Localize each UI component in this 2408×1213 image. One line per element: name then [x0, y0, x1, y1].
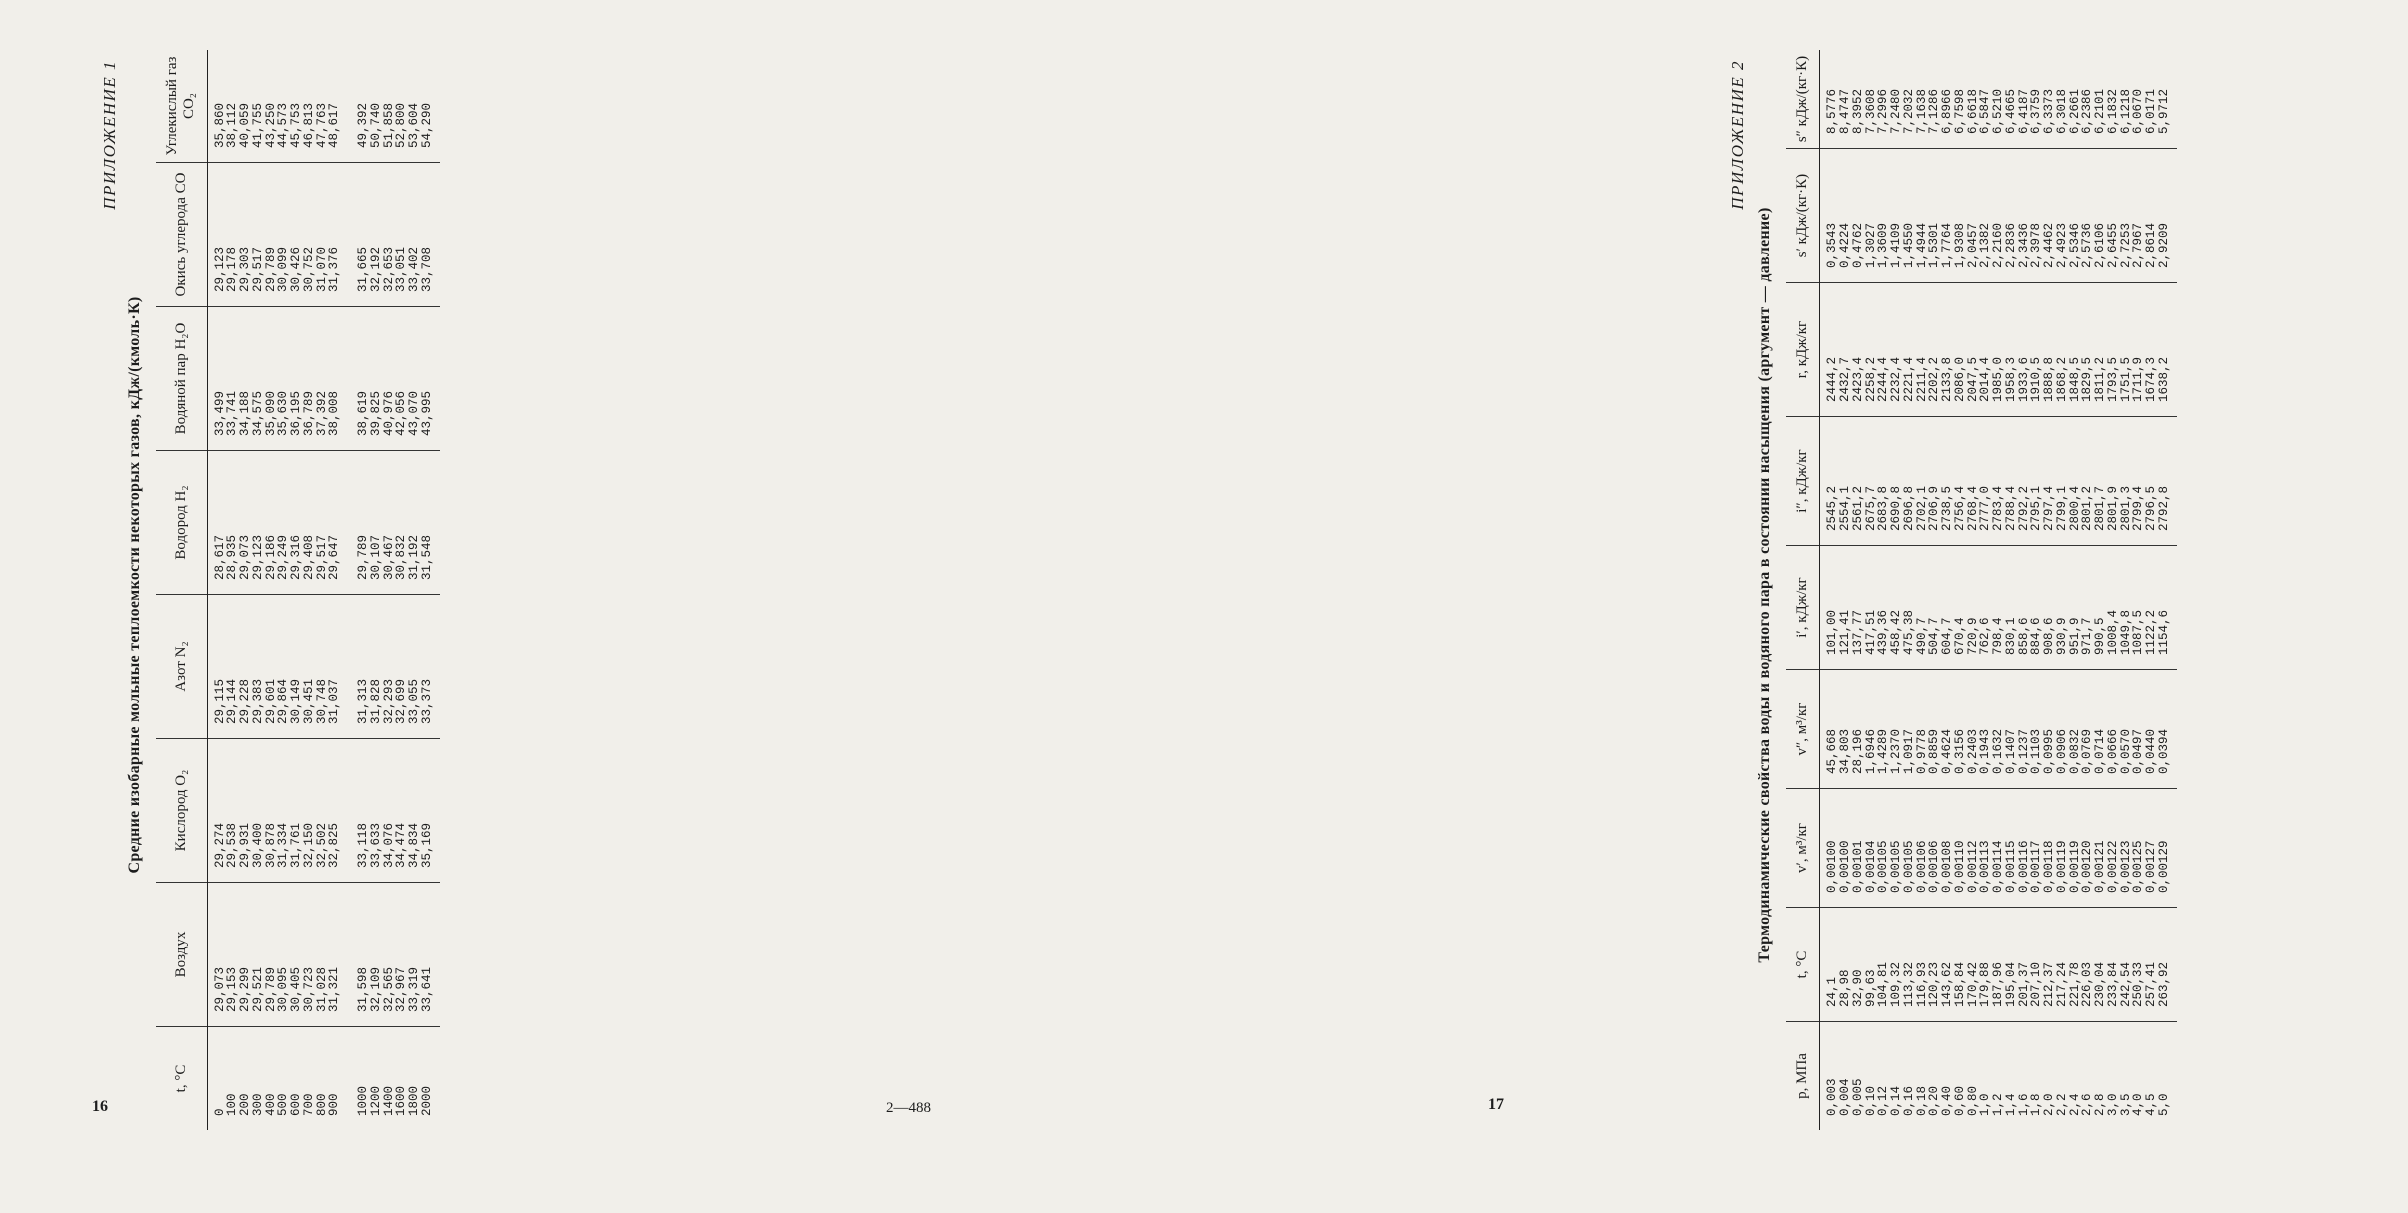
col-hydrogen: Водород H₂	[156, 451, 207, 595]
col-air: Воздух	[156, 883, 207, 1027]
col-v-vapor: v″, м³/кг	[1786, 670, 1820, 789]
page-number-right: 17	[1488, 1096, 1504, 1113]
cells-p: 0,003 0,004 0,005 0,10 0,12 0,14 0,16 0,18 0,20 0,40 0,60 0,80 1,0 1,2 1,4 1,6 1,8 2,0 2,2 2,4 2,6 2,8 3,0 3,5 4,0 4,5 5,0	[1825, 1078, 2171, 1116]
cells-h2o-2: 38,619 39,825 40,976 42,056 43,070 43,995	[347, 307, 440, 451]
cells-v1: 0,00100 0,00100 0,00101 0,00104 0,00105 0,00105 0,00105 0,00106 0,00106 0,00108 0,00110 0,00112 0,00113 0,00114 0,00115 0,00116 0,00117 0,00118 0,00119 0,00119 0,00120 0,00121 0,00122 0,00123 0,00125 0,00127 0,00129	[1820, 789, 2177, 908]
left-page	[0, 0, 808, 1213]
cells-t-2: 1000 1200 1400 1600 1800 2000	[356, 1085, 434, 1116]
col-carbon-monoxide: Окись углерода CO	[156, 163, 207, 307]
col-water-vapor: Водяной пар H₂O	[156, 307, 207, 451]
cells-i2: 2545,2 2554,1 2561,2 2675,7 2683,8 2690,8 2696,8 2702,1 2706,9 2738,5 2756,4 2768,4 2777,0 2783,4 2788,4 2792,2 2795,1 2797,4 2799,1 2800,4 2801,2 2801,7 2801,9 2801,3 2799,4 2796,5 2792,8	[1820, 417, 2177, 546]
appendix-2-label: ПРИЛОЖЕНИЕ 2	[1728, 60, 1747, 210]
cells-s1: 0,3543 0,4224 0,4762 1,3027 1,3609 1,4109 1,4550 1,4944 1,5301 1,7764 1,9308 2,0457 2,1382 2,2160 2,2836 2,3436 2,3978 2,4462 2,4923 2,5346 2,5736 2,6106 2,6455 2,7253 2,7967 2,8614 2,9209	[1820, 149, 2177, 283]
col-carbon-dioxide: Углекислый газ CO₂	[156, 50, 207, 163]
cells-t-1: 0 100 200 300 400 500 600 700 800 900	[212, 1093, 342, 1116]
table-1-caption: Средние изобарные мольные теплоемкости некоторых газов, кДж/(кмоль·К)	[126, 296, 143, 874]
print-signature: 2—488	[886, 1100, 931, 1116]
col-temperature: t, °C	[156, 1027, 207, 1131]
cells-r: 2444,2 2432,7 2423,4 2258,2 2244,4 2232,4 2221,4 2211,4 2202,2 2133,8 2086,0 2047,5 2014,4 1985,0 1958,3 1933,6 1910,5 1888,8 1868,2 1848,5 1829,5 1811,2 1793,5 1751,5 1711,9 1674,3 1638,2	[1820, 283, 2177, 417]
table-row-group-1	[207, 50, 347, 1130]
col-oxygen: Кислород O₂	[156, 739, 207, 883]
cells-air-1: 29,073 29,153 29,299 29,521 29,789 30,095 30,405 30,723 31,028 31,321	[207, 883, 347, 1027]
table-2-caption: Термодинамические свойства воды и водяного пара в состоянии насыщения (аргумент — давление)	[1756, 207, 1773, 963]
cells-co2-2: 49,392 50,740 51,858 52,800 53,604 54,290	[347, 50, 440, 163]
cells-co-1: 29,123 29,178 29,303 29,517 29,789 30,099 30,426 30,752 31,070 31,376	[207, 163, 347, 307]
cells-n2-2: 31,313 31,828 32,293 32,699 33,055 33,373	[347, 595, 440, 739]
cells-o2-2: 33,118 33,633 34,076 34,474 34,834 35,169	[347, 739, 440, 883]
cells-s2: 8,5776 8,4747 8,3952 7,3608 7,2996 7,2480 7,2032 7,1638 7,1286 6,8966 6,7598 6,6618 6,5847 6,5210 6,4665 6,4187 6,3759 6,3373 6,3018 6,2661 6,2386 6,2101 6,1832 6,1218 6,0670 6,0171 5,9712	[1820, 50, 2177, 149]
cells-h2-2: 29,789 30,107 30,467 30,832 31,192 31,548	[347, 451, 440, 595]
cells-h2-1: 28,617 28,935 29,073 29,123 29,186 29,249 29,316 29,408 29,517 29,647	[207, 451, 347, 595]
col-r: r, кДж/кг	[1786, 283, 1820, 417]
table-row	[1820, 50, 2177, 1130]
cells-h2o-1: 33,499 33,741 34,188 34,575 35,090 35,630 36,195 36,789 37,392 38,008	[207, 307, 347, 451]
cells-o2-1: 29,274 29,538 29,931 30,400 30,878 31,334 31,761 32,150 32,502 32,825	[207, 739, 347, 883]
col-s-liquid: s′ кДж/(кг·К)	[1786, 149, 1820, 283]
col-sat-temperature: t, °C	[1786, 908, 1820, 1022]
cells-co2-1: 35,860 38,112 40,059 41,755 43,250 44,573 45,753 46,813 47,763 48,617	[207, 50, 347, 163]
cells-i1: 101,00 121,41 137,77 417,51 439,36 458,42 475,38 490,7 504,7 604,7 670,4 720,9 762,6 798,4 830,1 858,6 884,6 908,6 930,9 951,9 971,7 990,5 1008,4 1049,8 1087,5 1122,2 1154,6	[1820, 546, 2177, 670]
right-page	[808, 0, 2171, 1213]
saturation-table	[1786, 50, 2177, 1130]
col-s-vapor: s″ кДж/(кг·К)	[1786, 50, 1820, 149]
col-nitrogen: Азот N₂	[156, 595, 207, 739]
cells-co-2: 31,665 32,192 32,653 33,051 33,402 33,708	[347, 163, 440, 307]
cells-air-2: 31,598 32,109 32,565 32,967 33,319 33,641	[347, 883, 440, 1027]
appendix-1-label: ПРИЛОЖЕНИЕ 1	[100, 60, 119, 210]
cells-n2-1: 29,115 29,144 29,228 29,383 29,601 29,864 30,149 30,451 30,748 31,037	[207, 595, 347, 739]
cells-v2: 45,668 34,803 28,196 1,6946 1,4289 1,2370 1,0917 0,9778 0,8859 0,4624 0,3156 0,2403 0,1943 0,1632 0,1407 0,1237 0,1103 0,0995 0,0906 0,0832 0,0769 0,0714 0,0666 0,0570 0,0497 0,0440 0,0394	[1820, 670, 2177, 789]
table-row-group-2	[347, 50, 440, 1130]
col-i-liquid: i′, кДж/кг	[1786, 546, 1820, 670]
heat-capacity-table	[156, 50, 440, 1130]
appendix-2-table-block	[1728, 40, 2408, 1130]
appendix-1-table-block	[100, 40, 750, 1130]
cells-t: 24,1 28,98 32,90 99,63 104,81 109,32 113,32 116,93 120,23 143,62 158,84 170,42 179,88 187,96 195,04 201,37 207,10 212,37 217,24 221,78 226,03 230,04 233,84 242,54 250,33 257,41 263,92	[1820, 908, 2177, 1022]
col-pressure: p, МПа	[1786, 1022, 1820, 1131]
col-v-liquid: v′, м³/кг	[1786, 789, 1820, 908]
page-number-left: 16	[92, 1098, 108, 1115]
col-i-vapor: i″, кДж/кг	[1786, 417, 1820, 546]
